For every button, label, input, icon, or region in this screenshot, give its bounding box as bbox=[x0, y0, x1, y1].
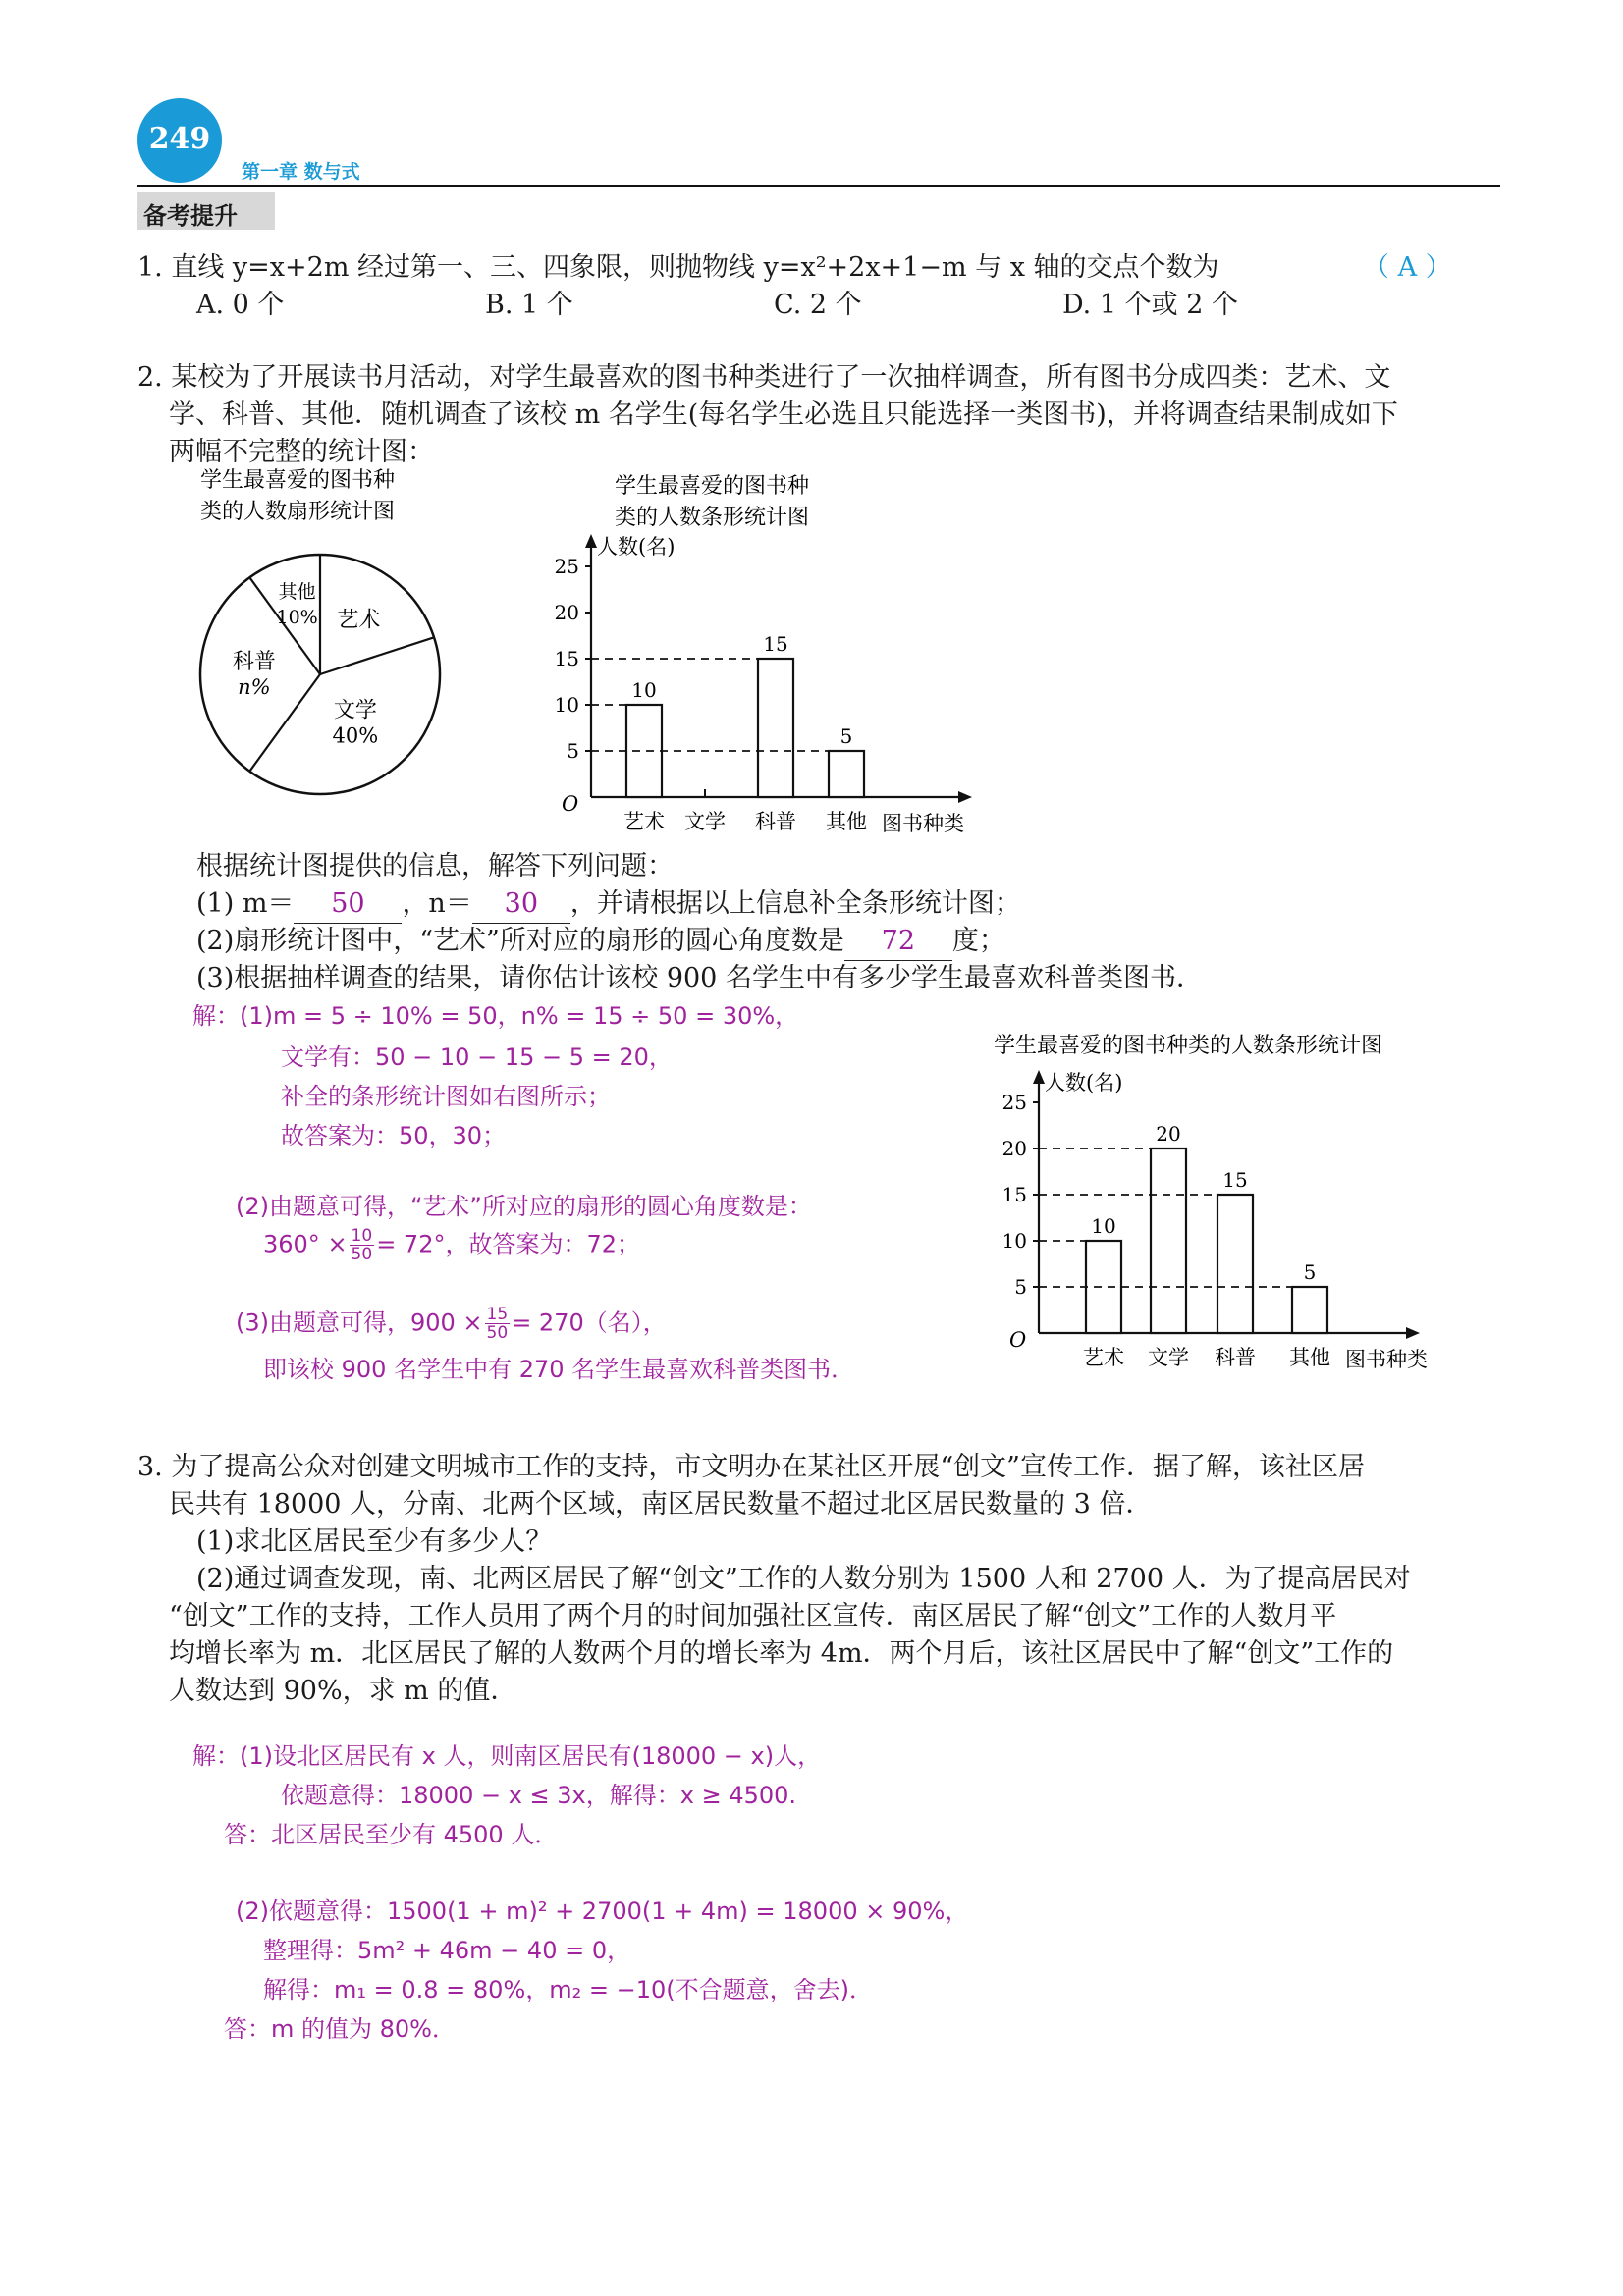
q2-part-2-suffix: 度； bbox=[951, 926, 1005, 956]
pie-title-line-1: 学生最喜爱的图书种 bbox=[200, 468, 396, 493]
pie-slice-percent: 10% bbox=[276, 607, 318, 629]
n-answer-blank: 30 bbox=[472, 885, 570, 924]
q2-solution-line-3: 补全的条形统计图如右图所示； bbox=[281, 1083, 611, 1110]
pie-labels bbox=[233, 581, 381, 747]
pie-slice-divider bbox=[320, 637, 434, 674]
bar-value-label: 10 bbox=[631, 678, 657, 702]
x-axis-label: 图书种类 bbox=[1345, 1348, 1428, 1371]
bar-value-label: 15 bbox=[763, 632, 788, 656]
bar-chart-title: 类的人数条形统计图 bbox=[615, 506, 810, 530]
estimate-calc-suffix: = 270（名）， bbox=[512, 1308, 667, 1337]
q2-intro: 根据统计图提供的信息，解答下列问题： bbox=[196, 851, 674, 881]
bar-chart-incomplete bbox=[540, 467, 992, 850]
fraction-denominator: 50 bbox=[486, 1323, 509, 1343]
x-tick-label: 科普 bbox=[755, 810, 796, 833]
bar bbox=[758, 659, 793, 797]
q2-part-2 bbox=[196, 923, 1005, 961]
q2-part-1-suffix: ，并请根据以上信息补全条形统计图； bbox=[569, 888, 1021, 919]
fraction-10-50 bbox=[350, 1227, 375, 1263]
bar-chart-title: 学生最喜爱的图书种类的人数条形统计图 bbox=[994, 1034, 1383, 1058]
q1-stem: 1. 直线 y=x+2m 经过第一、三、四象限，则抛物线 y=x²+2x+1−m 与 x 轴的交点个数为 bbox=[137, 252, 1219, 283]
page-number-badge bbox=[137, 98, 222, 183]
y-axis-label: 人数(名) bbox=[1045, 1071, 1123, 1095]
chapter-title: 第一章 数与式 bbox=[242, 161, 360, 183]
q2-stem-line-3: 两幅不完整的统计图： bbox=[169, 437, 434, 467]
bar-value-label: 20 bbox=[1156, 1122, 1181, 1146]
bar-chart-completed bbox=[982, 1027, 1473, 1380]
q2-part-2-prefix: (2)扇形统计图中，“艺术”所对应的扇形的圆心角度数是 bbox=[196, 926, 844, 956]
bar bbox=[829, 751, 864, 797]
q2-solution-line-1: 解：(1)m = 5 ÷ 10% = 50，n% = 15 ÷ 50 = 30%， bbox=[192, 1002, 799, 1030]
bar-value-label: 10 bbox=[1091, 1214, 1116, 1238]
q1-option-b: B. 1 个 bbox=[485, 290, 573, 320]
y-axis-arrow bbox=[585, 534, 597, 548]
q3-solution-line-2: 依题意得：18000 − x ≤ 3x，解得：x ≥ 4500. bbox=[281, 1782, 797, 1809]
pie-slice-label: 艺术 bbox=[337, 608, 381, 633]
x-axis-arrow bbox=[1406, 1327, 1420, 1339]
bar bbox=[1292, 1287, 1327, 1333]
y-tick-label: 20 bbox=[1001, 1137, 1027, 1160]
pie-slice-label: 其他 bbox=[278, 581, 316, 604]
y-tick-label: 10 bbox=[1001, 1229, 1027, 1253]
x-tick-label: 科普 bbox=[1215, 1346, 1256, 1369]
angle-calc-prefix: 360° × bbox=[263, 1230, 348, 1258]
q3-solution-line-4: (2)依题意得：1500(1 + m)² + 2700(1 + 4m) = 18000 × 90%， bbox=[236, 1897, 969, 1925]
q2-solution-line-6 bbox=[263, 1227, 640, 1263]
pie-slice-label: 文学 bbox=[333, 698, 377, 723]
y-tick-label: 20 bbox=[554, 601, 579, 624]
q3-stem-line-1: 3. 为了提高公众对创建文明城市工作的支持，市文明办在某社区开展“创文”宣传工作．据了解，该社区居 bbox=[137, 1452, 1365, 1482]
bar-value-label: 5 bbox=[839, 724, 853, 748]
q2-solution-line-4: 故答案为：50，30； bbox=[281, 1122, 507, 1149]
q2-solution-line-2: 文学有：50 − 10 − 15 − 5 = 20， bbox=[281, 1043, 673, 1071]
pie-chart bbox=[187, 461, 471, 834]
y-tick-label: 25 bbox=[554, 555, 579, 578]
y-tick-label: 15 bbox=[1001, 1183, 1027, 1206]
q2-solution-line-7 bbox=[236, 1306, 667, 1342]
bar-value-label: 15 bbox=[1222, 1168, 1248, 1192]
bar bbox=[1217, 1195, 1253, 1333]
section-tag-label: 备考提升 bbox=[143, 202, 238, 230]
q3-stem-line-2: 民共有 18000 人，分南、北两个区域，南区居民数量不超过北区居民数量的 3 倍． bbox=[169, 1489, 1153, 1520]
q2-solution-line-5: (2)由题意可得，“艺术”所对应的扇形的圆心角度数是： bbox=[236, 1193, 812, 1220]
x-axis-label: 图书种类 bbox=[882, 812, 964, 835]
q3-stem-line-7: 人数达到 90%，求 m 的值． bbox=[169, 1676, 517, 1706]
q3-solution-line-6: 解得：m₁ = 0.8 = 80%，m₂ = −10(不合题意，舍去)． bbox=[263, 1976, 873, 2003]
x-tick-label: 文学 bbox=[1148, 1346, 1189, 1369]
pie-title-line-2: 类的人数扇形统计图 bbox=[200, 500, 396, 524]
y-tick-label: 10 bbox=[554, 693, 579, 717]
bar bbox=[626, 705, 662, 797]
pie-slice-label: 科普 bbox=[232, 650, 276, 674]
origin-label: O bbox=[562, 792, 579, 816]
x-tick-label: 其他 bbox=[1289, 1346, 1330, 1369]
angle-answer-blank: 72 bbox=[844, 923, 952, 961]
fraction-denominator: 50 bbox=[351, 1245, 373, 1264]
origin-label: O bbox=[1009, 1328, 1027, 1352]
x-tick-label: 艺术 bbox=[623, 810, 665, 833]
q2-part-3: (3)根据抽样调查的结果，请你估计该校 900 名学生中有多少学生最喜欢科普类图书． bbox=[196, 963, 1203, 993]
bar-chart-title: 学生最喜爱的图书种 bbox=[615, 474, 810, 499]
q2-solution-line-8: 即该校 900 名学生中有 270 名学生最喜欢科普类图书． bbox=[263, 1356, 855, 1383]
q2-stem-line-2: 学、科普、其他．随机调查了该校 m 名学生(每名学生必选且只能选择一类图书)，并将调查结果制成如下 bbox=[169, 400, 1398, 430]
y-tick-label: 5 bbox=[1014, 1275, 1027, 1299]
fraction-15-50 bbox=[485, 1306, 511, 1342]
bar bbox=[1151, 1148, 1186, 1333]
x-axis-arrow bbox=[958, 791, 972, 803]
q3-stem-line-3: (1)求北区居民至少有多少人？ bbox=[196, 1526, 553, 1557]
q2-part-1-prefix: (1) m＝ bbox=[196, 888, 295, 919]
q3-solution-line-5: 整理得：5m² + 46m − 40 = 0， bbox=[263, 1937, 631, 1964]
q2-stem-line-1: 2. 某校为了开展读书月活动，对学生最喜欢的图书种类进行了一次抽样调查，所有图书分成四类：艺术、文 bbox=[137, 362, 1391, 393]
q1-option-d: D. 1 个或 2 个 bbox=[1062, 290, 1238, 320]
pie-slice-percent: n% bbox=[238, 675, 271, 699]
m-answer-blank: 50 bbox=[294, 885, 402, 924]
q3-stem-line-5: “创文”工作的支持，工作人员用了两个月的时间加强社区宣传．南区居民了解“创文”工作的人数月平 bbox=[169, 1601, 1337, 1631]
bar bbox=[1086, 1241, 1121, 1333]
y-axis-arrow bbox=[1033, 1070, 1045, 1084]
y-tick-label: 15 bbox=[554, 647, 579, 670]
x-tick-label: 文学 bbox=[684, 810, 726, 833]
q3-stem-line-4: (2)通过调查发现，南、北两区居民了解“创文”工作的人数分别为 1500 人和 2700 人．为了提高居民对 bbox=[196, 1564, 1411, 1594]
q3-solution-line-7: 答：m 的值为 80%． bbox=[224, 2015, 456, 2043]
q2-part-1-mid: ，n＝ bbox=[402, 888, 472, 919]
q3-solution-line-1: 解：(1)设北区居民有 x 人，则南区居民有(18000 − x)人， bbox=[192, 1742, 822, 1770]
fraction-numerator: 15 bbox=[486, 1305, 509, 1324]
header-rule bbox=[137, 185, 1500, 187]
pie-slice-percent: 40% bbox=[332, 723, 379, 748]
y-tick-label: 25 bbox=[1001, 1091, 1027, 1114]
page-number: 249 bbox=[148, 122, 211, 156]
fraction-numerator: 10 bbox=[351, 1226, 373, 1246]
x-tick-label: 其他 bbox=[826, 810, 867, 833]
q1-option-a: A. 0 个 bbox=[196, 290, 285, 320]
q1-option-c: C. 2 个 bbox=[774, 290, 862, 320]
angle-calc-suffix: = 72°，故答案为：72； bbox=[376, 1230, 641, 1258]
q1-answer: （ A ） bbox=[1363, 252, 1452, 283]
estimate-calc-prefix: (3)由题意可得，900 × bbox=[236, 1308, 483, 1337]
bar-value-label: 5 bbox=[1303, 1260, 1317, 1284]
x-tick-label: 艺术 bbox=[1083, 1346, 1124, 1369]
y-axis-label: 人数(名) bbox=[597, 535, 676, 559]
q2-part-1 bbox=[196, 885, 1021, 924]
q3-stem-line-6: 均增长率为 m．北区居民了解的人数两个月的增长率为 4m．两个月后，该社区居民中了解“创文”工作的 bbox=[169, 1638, 1394, 1669]
y-tick-label: 5 bbox=[567, 739, 579, 763]
q3-solution-line-3: 答：北区居民至少有 4500 人． bbox=[224, 1821, 559, 1848]
section-tag bbox=[137, 192, 275, 230]
